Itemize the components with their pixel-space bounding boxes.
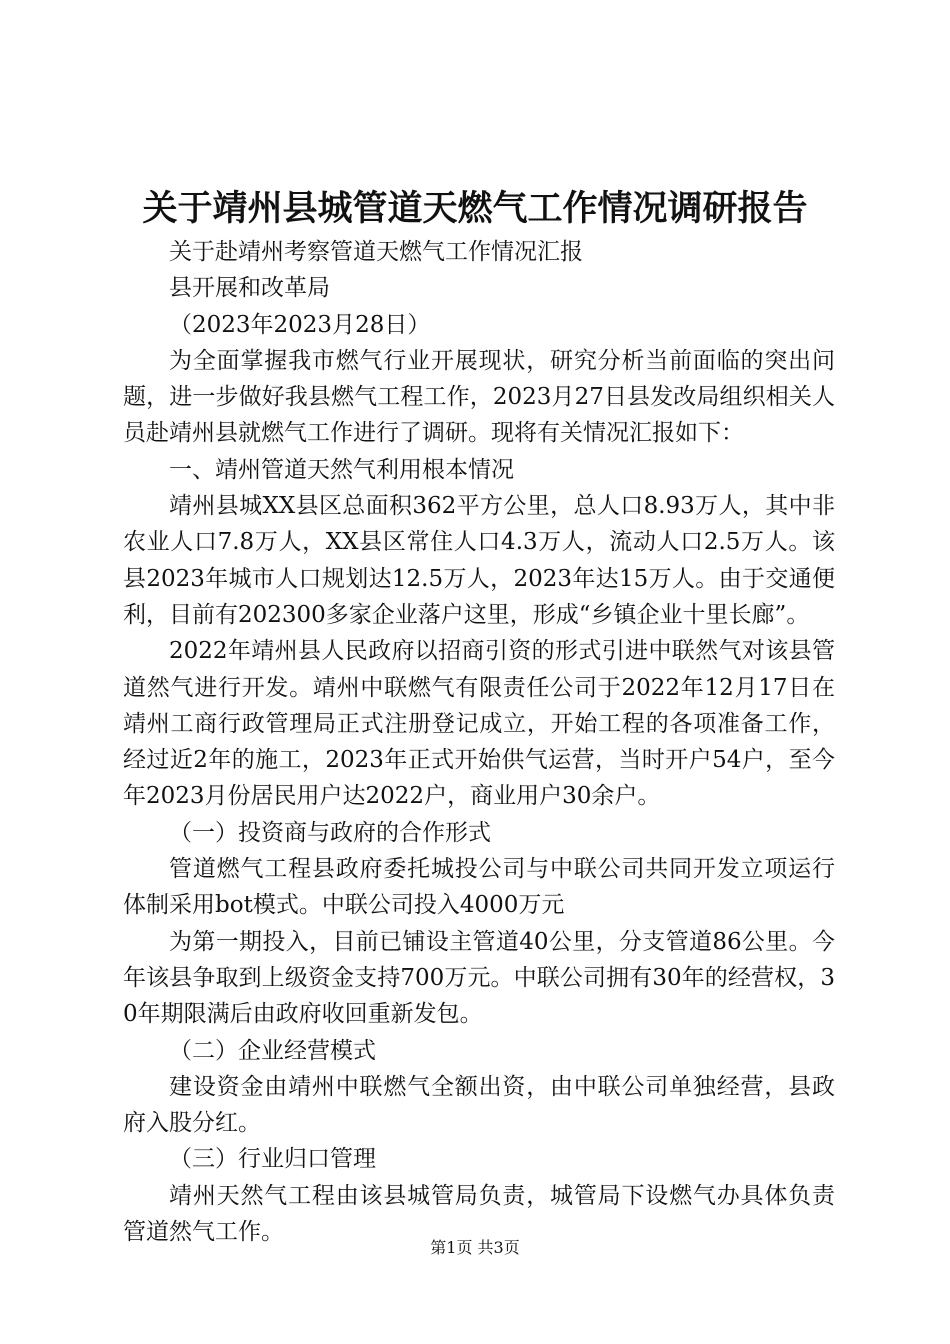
subsection-heading-1: （一）投资商与政府的合作形式 [169, 819, 491, 846]
paragraph-investment: 为第一期投入，目前已铺设主管道40公里，分支管道86公里。今年该县争取到上级资金支持700万元。中联公司拥有30年的经营权，30年期限满后由政府收回重新发包。 [123, 928, 835, 1028]
paragraph-date: （2023年2023月28日） [169, 311, 431, 338]
document-body [123, 234, 835, 1250]
document-title: 关于靖州县城管道天燃气工作情况调研报告 [142, 188, 808, 229]
paragraph-intro: 为全面掌握我市燃气行业开展现状，研究分析当前面临的突出问题，进一步做好我县燃气工程工作，2023月27日县发改局组织相关人员赴靖州县就燃气工作进行了调研。现将有关情况汇报如下： [123, 347, 835, 447]
section-heading-1: 一、靖州管道天然气利用根本情况 [169, 456, 514, 483]
paragraph-department: 县开展和改革局 [169, 275, 330, 302]
page-footer: 第1页 共3页 [430, 1238, 520, 1257]
subsection-heading-3: （三）行业归口管理 [169, 1146, 376, 1173]
paragraph-cooperation: 管道燃气工程县政府委托城投公司与中联公司共同开发立项运行体制采用bot模式。中联公司投入4000万元 [123, 856, 835, 919]
paragraph-history: 2022年靖州县人民政府以招商引资的形式引进中联然气对该县管道然气进行开发。靖州中联燃气有限责任公司于2022年12月17日在靖州工商行政管理局正式注册登记成立，开始工程的各项准备工作，经过近2年的施工，2023年正式开始供气运营，当时开户54户，至今年2023月份居民用户达2022户，商业用户30余户。 [123, 638, 835, 810]
subsection-heading-2: （二）企业经营模式 [169, 1037, 376, 1064]
paragraph-operation: 建设资金由靖州中联燃气全额出资，由中联公司单独经营，县政府入股分红。 [123, 1073, 835, 1137]
paragraph-subtitle: 关于赴靖州考察管道天燃气工作情况汇报 [169, 239, 583, 265]
paragraph-overview: 靖州县城XX县区总面积362平方公里，总人口8.93万人，其中非农业人口7.8万人，XX县区常住人口4.3万人，流动人口2.5万人。该县2023年城市人口规划达12.5万人，2023年达15万人。由于交通便利，目前有202300多家企业落户这里，形成“乡镇企业十里长廊”。 [123, 493, 835, 628]
paragraph-management: 靖州天然气工程由该县城管局负责，城管局下设燃气办具体负责管道然气工作。 [123, 1182, 835, 1246]
